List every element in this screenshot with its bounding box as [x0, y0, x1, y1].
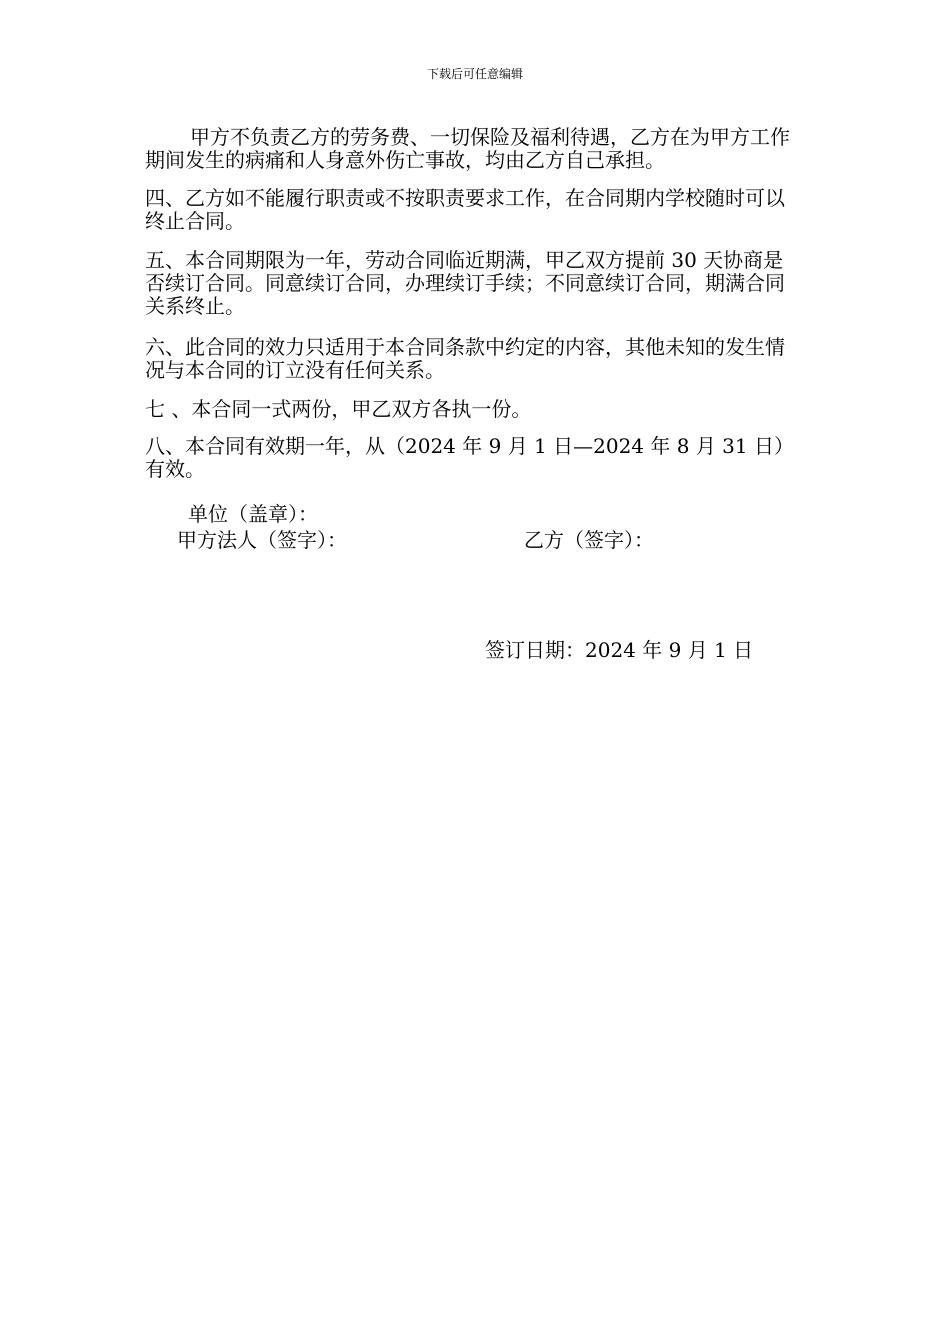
- clause-5-term: 五、本合同期限为一年，劳动合同临近期满，甲乙双方提前 30 天协商是否续订合同。同意续订合同，办理续订手续；不同意续订合同，期满合同关系终止。: [145, 248, 785, 318]
- clause-6-scope: 六、此合同的效力只适用于本合同条款中约定的内容，其他未知的发生情况与本合同的订立没有任何关系。: [145, 335, 785, 382]
- unit-seal-label: 单位（盖章）：: [188, 502, 318, 526]
- signing-date: 签订日期：2024 年 9 月 1 日: [485, 638, 754, 662]
- clause-liability: 甲方不负责乙方的劳务费、一切保险及福利待遇，乙方在为甲方工作期间发生的病痛和人身意外伤亡事故，均由乙方自己承担。: [145, 125, 790, 172]
- clause-8-validity: 八、本合同有效期一年，从（2024 年 9 月 1 日—2024 年 8 月 31 日）有效。: [145, 434, 794, 481]
- clause-4-termination: 四、乙方如不能履行职责或不按职责要求工作，在合同期内学校随时可以终止合同。: [145, 186, 785, 233]
- party-a-signature-label: 甲方法人（签字）：: [177, 528, 347, 552]
- clause-7-copies: 七 、本合同一式两份，甲乙双方各执一份。: [145, 397, 532, 421]
- party-b-signature-label: 乙方（签字）：: [524, 528, 654, 552]
- page-header-note: 下载后可任意编辑: [426, 67, 523, 81]
